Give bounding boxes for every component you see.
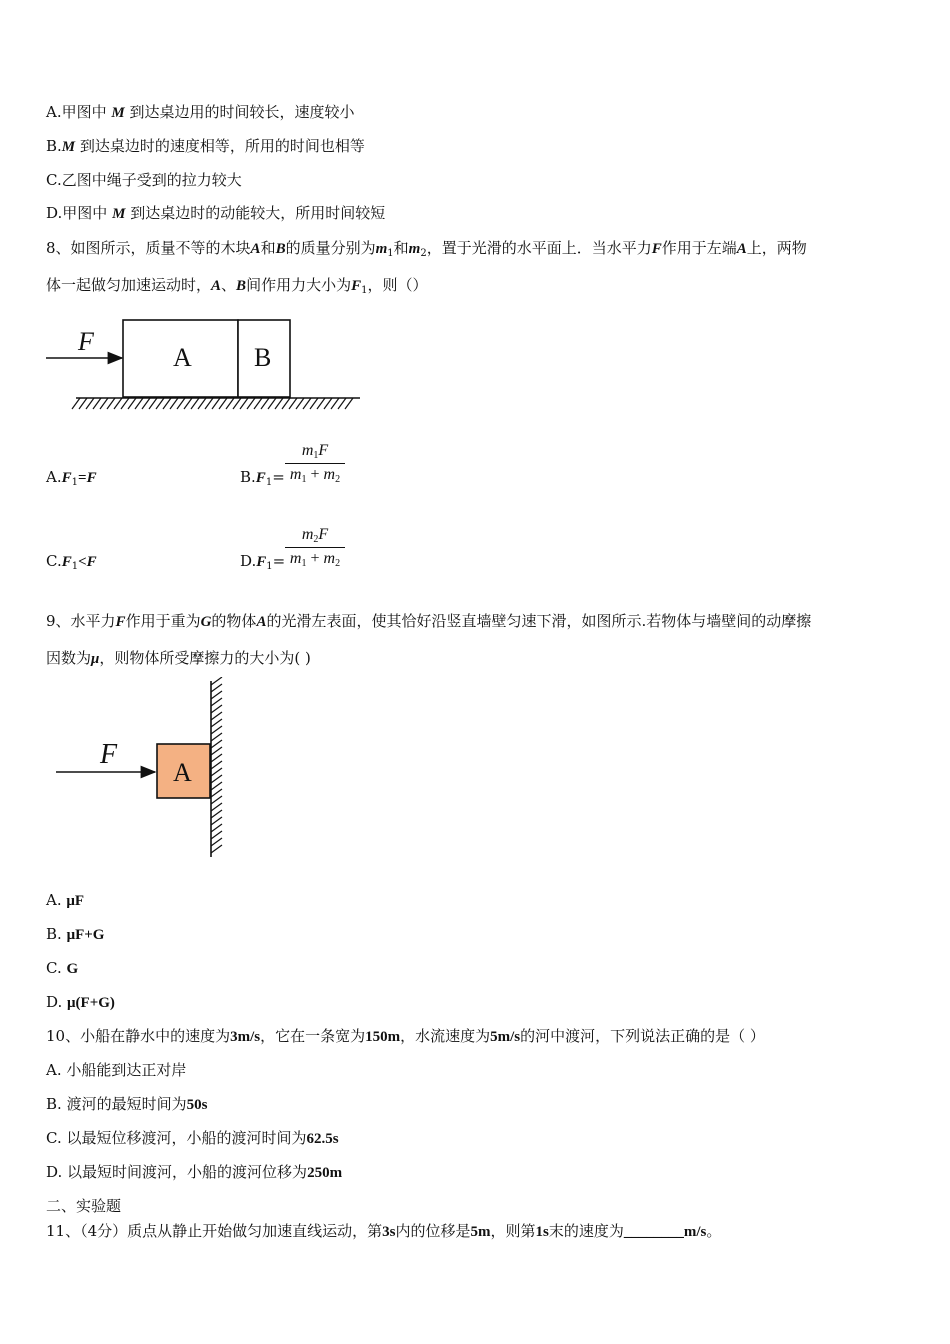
option-letter: B.	[46, 137, 62, 155]
q8-option-a: $A.F_1=F$	[46, 468, 97, 488]
q9-option-d: D. μ(F+G)	[46, 993, 115, 1011]
q9-stem-line-1: 9、水平力F作用于重为G的物体A的光滑左表面，使其恰好沿竖直墙壁匀速下滑，如图所示.若物体与墙壁间的动摩擦	[46, 612, 812, 630]
block-b-label: B	[254, 343, 272, 372]
q8-stem-line-2: 体一起做匀加速运动时，A、B间作用力大小为$F_1$，则（）	[46, 276, 428, 296]
answer-blank[interactable]: ________	[623, 1224, 684, 1240]
q9-figure	[50, 677, 240, 862]
wall-hatch	[211, 677, 222, 853]
q10-option-a: A. 小船能到达正对岸	[46, 1061, 187, 1079]
q7-option-a: A.甲图中 M 到达桌边用的时间较长，速度较小	[46, 103, 355, 121]
q9-option-b: B. μF+G	[46, 925, 105, 943]
section-title: 二、实验题	[46, 1197, 122, 1215]
q7-option-b: B.M 到达桌边时的速度相等，所用的时间也相等	[46, 137, 365, 155]
q10-stem: 10、小船在静水中的速度为3m/s，它在一条宽为150m，水流速度为5m/s的河中渡河，下列说法正确的是（ ）	[46, 1027, 765, 1045]
q8-option-c: $C.F_1<F$	[46, 552, 97, 572]
q10-option-b: B. 渡河的最短时间为50s	[46, 1095, 208, 1113]
q8-figure	[40, 312, 370, 417]
q8-stem-line-1: 8、如图所示，质量不等的木块A和B的质量分别为$m_1$和$m_2$，置于光滑的水平面上．当水平力F作用于左端A上，两物	[46, 239, 807, 259]
q11-stem: 11、（4分）质点从静止开始做匀加速直线运动，第3s内的位移是5m，则第1s末的速度为________m/s。	[46, 1222, 722, 1240]
q10-option-d: D. 以最短时间渡河，小船的渡河位移为250m	[46, 1163, 343, 1181]
q8-option-d-fraction: $m_2F$ $m_1 + m_2$	[285, 526, 345, 569]
option-letter: D.	[46, 204, 63, 222]
force-label: F	[100, 739, 118, 770]
q9-stem-line-2: 因数为μ，则物体所受摩擦力的大小为( )	[46, 649, 311, 667]
q7-option-c: C.乙图中绳子受到的拉力较大	[46, 171, 242, 189]
block-a-label: A	[173, 343, 192, 372]
q9-option-c: C. G	[46, 959, 79, 977]
option-letter: A.	[46, 103, 62, 121]
q7-option-d: D.甲图中 M 到达桌边时的动能较大，所用时间较短	[46, 204, 386, 222]
force-label: F	[78, 327, 94, 356]
q8-option-d: $D.F_1=$	[240, 552, 286, 572]
q10-option-c: C. 以最短位移渡河，小船的渡河时间为62.5s	[46, 1129, 339, 1147]
block-a-label: A	[173, 758, 192, 787]
ground-hatch	[72, 398, 353, 409]
option-letter: C.	[46, 171, 62, 189]
q9-option-a: A. μF	[46, 891, 85, 909]
q8-option-b: $B.F_1=$	[240, 468, 285, 488]
q8-option-b-fraction: $m_1F$ $m_1 + m_2$	[285, 442, 345, 485]
